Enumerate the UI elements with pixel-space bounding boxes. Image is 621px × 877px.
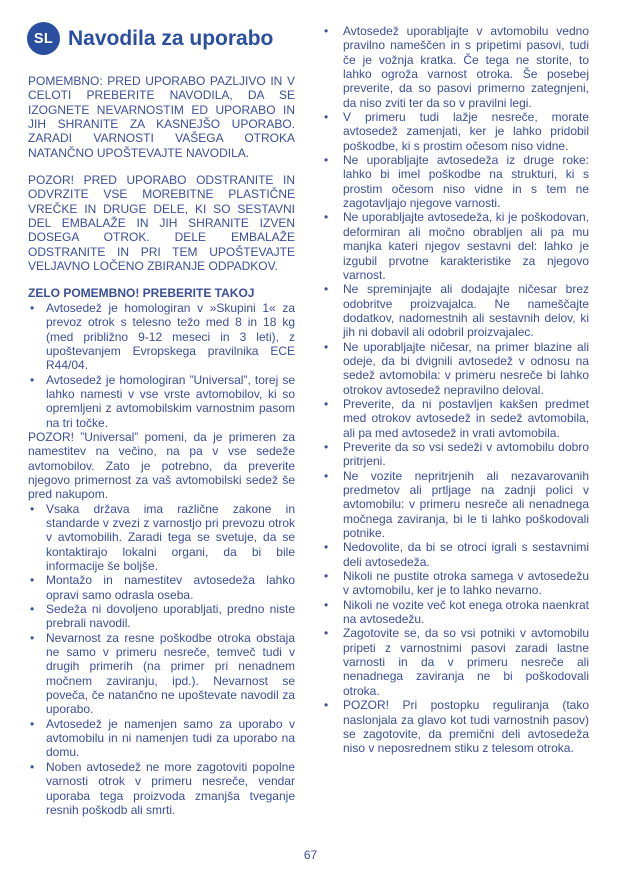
- list-item: • Nikoli ne vozite več kot enega otroka naenkrat na avtosedežu.: [322, 598, 589, 627]
- list-item: • Avtosedež uporabljajte v avtomobilu vedno pravilno nameščen in s pripetimi pasovi, tudi če je vožnja kratka. Če tega ne storite, to lahko ogroža varnost otroka. Še posebej preverite, da so pasovi primerno zategnjeni, da niso zviti ter da so v pravilni legi.: [322, 24, 589, 110]
- right-column: [322, 24, 589, 756]
- bullet-list-safety: [28, 502, 295, 818]
- bullet-list-homologation: [28, 301, 295, 430]
- list-item: • Avtosedež je homologiran v »Skupini 1« za prevoz otrok s telesno težo med 8 in 18 kg (med približno 9-12 meseci in 3 leti), z upoštevanjem Evropskega pravilnika ECE R44/04.: [28, 301, 295, 373]
- list-item: • POZOR! Pri postopku reguliranja (tako naslonjala za glavo kot tudi varnostnih pasov) se zagotovite, da premični deli avtosedeža niso v neposrednem stiku z telesom otroka.: [322, 698, 589, 755]
- list-item: • Noben avtosedež ne more zagotoviti popolne varnosti otrok v primeru nesreče, vendar uporaba tega proizvoda zmanjša tveganje resnih poškodb ali smrti.: [28, 760, 295, 817]
- page-number: 67: [303, 848, 318, 862]
- list-item: • V primeru tudi lažje nesreče, morate avtosedež zamenjati, ker je lahko pridobil poškodbe, ki s prostim očesom niso vidne.: [322, 110, 589, 153]
- list-item: • Preverite da so vsi sedeži v avtomobilu dobro pritrjeni.: [322, 440, 589, 469]
- list-item: • Avtosedež je homologiran ”Universal”, torej se lahko namesti v vse vrste avtomobilov, ki so opremljeni z avtomobilskim varnostnim pasom na tri točke.: [28, 373, 295, 430]
- bullet-list-warnings: [322, 24, 589, 756]
- list-item: • Ne vozite nepritrjenih ali nezavarovanih predmetov ali prtljage na zadnji polici v avtomobilu: v primeru nesreče ali nenadnega močnega zaviranja, bi le ti lahko poškodovali potnike.: [322, 469, 589, 541]
- page-header: [27, 22, 273, 55]
- page-title: Navodila za uporabo: [68, 26, 274, 50]
- list-item: • Ne spreminjajte ali dodajajte ničesar brez odobritve proizvajalca. Ne nameščajte dodatkov, nadomestnih ali sestavnih delov, ki jih ni dobavil ali odobril proizvajalec.: [322, 282, 589, 339]
- left-column: [28, 74, 295, 817]
- language-badge: SL: [27, 22, 60, 55]
- list-item: • Montažo in namestitev avtosedeža lahko opravi samo odrasla oseba.: [28, 573, 295, 602]
- intro-paragraph-important: POMEMBNO: PRED UPORABO PAZLJIVO IN V CELOTI PREBERITE NAVODILA, DA SE IZOGNETE NEVARNOSTIM ED UPORABO IN JIH SHRANITE ZA KASNEJŠO UPORABO. ZARADI VARNOSTI VAŠEGA OTROKA NATANČNO UPOŠTEVAJTE NAVODILA.: [28, 74, 295, 160]
- list-item: • Zagotovite se, da so vsi potniki v avtomobilu pripeti z varnostnimi pasovi zaradi lastne varnosti in da v primeru nesreče ali nenadnega zaviranja ne bi poškodovali otroka.: [322, 626, 589, 698]
- list-item: • Sedeža ni dovoljeno uporabljati, predno niste prebrali navodil.: [28, 602, 295, 631]
- list-item: • Nikoli ne pustite otroka samega v avtosedežu v avtomobilu, ker je to lahko nevarno.: [322, 569, 589, 598]
- list-item: • Avtosedež je namenjen samo za uporabo v avtomobilu in ni namenjen tudi za uporabo na domu.: [28, 717, 295, 760]
- section-title: ZELO POMEMBNO! PREBERITE TAKOJ: [28, 286, 255, 301]
- list-item: • Vsaka država ima različne zakone in standarde v zvezi z varnostjo pri prevozu otrok v avtomobilih. Zaradi tega se svetuje, da se kontaktirajo lokalni organi, da bi bile informacije še boljše.: [28, 502, 295, 574]
- list-item: • Preverite, da ni postavljen kakšen predmet med otrokov avtosedež in sedež avtomobila, ali pa med avtosedež in vrati avtomobila.: [322, 397, 589, 440]
- list-item: • Ne uporabljajte ničesar, na primer blazine ali odeje, da bi dvignili avtosedež v odnosu na sedež avtomobila: v primeru nesreče bi lahko otrokov avtosedež nepravilno deloval.: [322, 340, 589, 397]
- list-item: • Ne uporabljajte avtosedeža iz druge roke: lahko bi imel poškodbe na strukturi, ki s prostim očesom niso vidne in s tem ne zagotavljajo njegove varnosti.: [322, 153, 589, 210]
- universal-note: POZOR! ”Universal” pomeni, da je primeren za namestitev na večino, na pa v vse sedeže avtomobilov. Zato je potrebno, da preverite njegovo primernost za vaš avtomobilski sedež še pred nakupom.: [28, 429, 295, 502]
- list-item: • Ne uporabljajte avtosedeža, ki je poškodovan, deformiran ali močno obrabljen ali pa mu manjka kateri njegov sestavni del: lahko je izgubil prvotne karakteristike za njegovo varnost.: [322, 210, 589, 282]
- list-item: • Nedovolite, da bi se otroci igrali s sestavnimi deli avtosedeža.: [322, 540, 589, 569]
- intro-paragraph-warning: POZOR! PRED UPORABO ODSTRANITE IN ODVRZITE VSE MOREBITNE PLASTIČNE VREČKE IN DRUGE DELE, KI SO SESTAVNI DEL EMBALAŽE IN JIH SHRANITE IZVEN DOSEGA OTROK. DELE EMBALAŽE ODSTRANITE IN PRI TEM UPOŠTEVAJTE VELJAVNO LOČENO ZBIRANJE ODPADKOV.: [28, 173, 295, 274]
- list-item: • Nevarnost za resne poškodbe otroka obstaja ne samo v primeru nesreče, temveč tudi v drugih primerih (na primer pri nenadnem močnem zaviranju, ipd.). Nevarnost se poveča, če natančno ne upoštevate navodil za uporabo.: [28, 631, 295, 717]
